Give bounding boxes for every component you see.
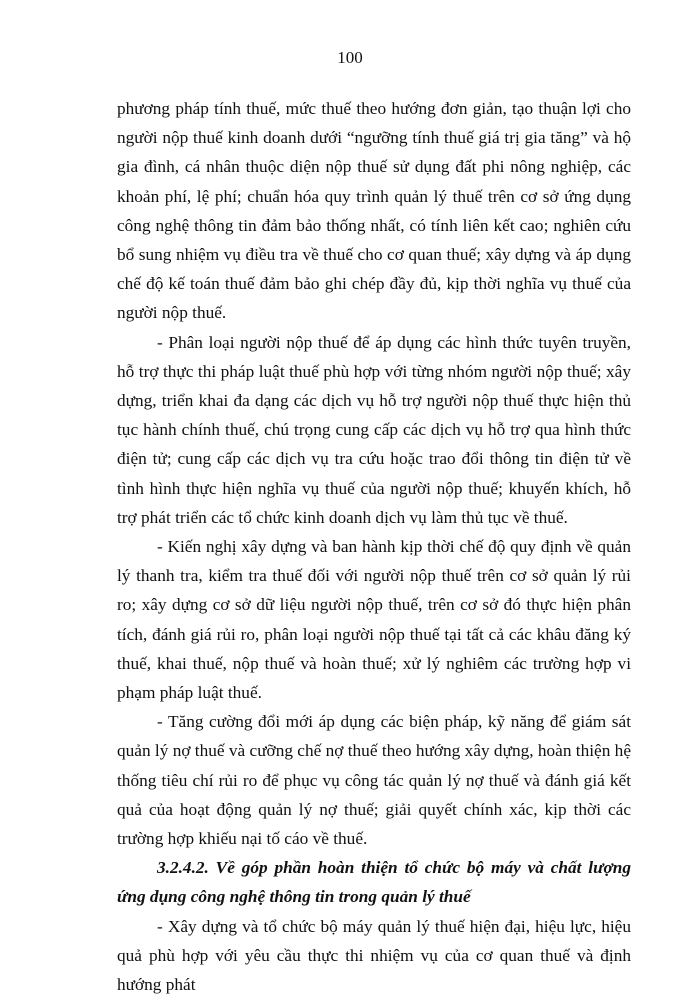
section-heading: 3.2.4.2. Về góp phần hoàn thiện tổ chức bộ máy và chất lượng ứng dụng công nghệ thông tin trong quản lý thuế: [117, 858, 631, 907]
paragraph-organization: - Xây dựng và tổ chức bộ máy quản lý thuế hiện đại, hiệu lực, hiệu quả phù hợp với yêu cầu thực thi nhiệm vụ của cơ quan thuế và định hướng phát: [117, 916, 631, 995]
paragraph-tax-debt-management: - Tăng cường đổi mới áp dụng các biện pháp, kỹ năng để giám sát quản lý nợ thuế và cưỡng chế nợ thuế theo hướng xây dựng, hoàn thiện hệ thống tiêu chí rủi ro để phục vụ công tác quản lý nợ thuế và đánh giá kết quả của hoạt động quản lý nợ thuế; giải quyết chính xác, kịp thời các trường hợp khiếu nại tố cáo về thuế.: [117, 712, 631, 849]
document-body: [117, 94, 631, 999]
paragraph-continued: phương pháp tính thuế, mức thuế theo hướng đơn giản, tạo thuận lợi cho người nộp thuế kinh doanh dưới “ngưỡng tính thuế giá trị gia tăng” và hộ gia đình, cá nhân thuộc diện nộp thuế sử dụng đất phi nông nghiệp, các khoản phí, lệ phí; chuẩn hóa quy trình quản lý thuế trên cơ sở ứng dụng công nghệ thông tin đảm bảo thống nhất, có tính liên kết cao; nghiên cứu bổ sung nhiệm vụ điều tra về thuế cho cơ quan thuế; xây dựng và áp dụng chế độ kế toán thuế đảm bảo ghi chép đầy đủ, kịp thời nghĩa vụ thuế của người nộp thuế.: [117, 99, 631, 323]
paragraph-inspection-regulation: - Kiến nghị xây dựng và ban hành kịp thời chế độ quy định về quản lý thanh tra, kiểm tra thuế đối với người nộp thuế trên cơ sở quản lý rủi ro; xây dựng cơ sở dữ liệu người nộp thuế, trên cơ sở đó thực hiện phân tích, đánh giá rủi ro, phân loại người nộp thuế tại tất cả các khâu đăng ký thuế, khai thuế, nộp thuế và hoàn thuế; xử lý nghiêm các trường hợp vi phạm pháp luật thuế.: [117, 537, 631, 703]
paragraph-taxpayer-classification: - Phân loại người nộp thuế để áp dụng các hình thức tuyên truyền, hỗ trợ thực thi pháp luật thuế phù hợp với từng nhóm người nộp thuế; xây dựng, triển khai đa dạng các dịch vụ hỗ trợ người nộp thuế thực hiện thủ tục hành chính thuế, chú trọng cung cấp các dịch vụ hỗ trợ qua hình thức điện tử; cung cấp các dịch vụ tra cứu hoặc trao đổi thông tin điện tử về tình hình thực hiện nghĩa vụ thuế của người nộp thuế; khuyến khích, hỗ trợ phát triển các tổ chức kinh doanh dịch vụ làm thủ tục về thuế.: [117, 332, 631, 527]
page-number: 100: [337, 48, 363, 67]
